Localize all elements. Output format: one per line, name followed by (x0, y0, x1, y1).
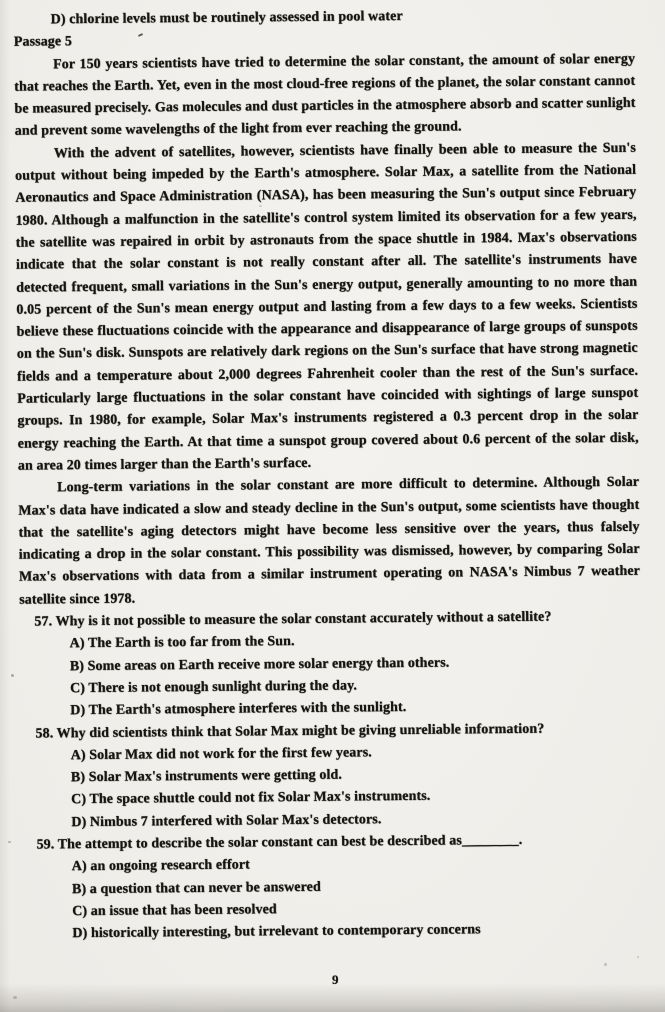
question-option: D) Nimbus 7 interfered with Solar Max's detectors. (71, 811, 382, 830)
passage-label: Passage 5 (13, 34, 72, 50)
passage-body (14, 48, 640, 611)
question-option: A) The Earth is too far from the Sun. (69, 634, 295, 652)
passage-paragraph-2: With the advent of satellites, however, scientists have finally been able to measure the Sun's output without being impeded by the Earth's atmosphere. Solar Max, a satellite from the National Aeronautics and Space Administration (NASA), has been measuring the Sun's output since February 1980. Although a malfunction in the satellite's control system limited its observation for a few years, the satellite was repaired in orbit by astronauts from the space shuttle in 1984. Max's observations indicate that the solar constant is not really constant after all. The satellite's instruments have detected frequent, small variations in the Sun's energy output, generally amounting to no more than 0.05 percent of the Sun's mean energy output and lasting from a few days to a few weeks. Scientists believe these fluctuations coincide with the appearance and disappearance of large groups of sunspots on the Sun's disk. Sunspots are relatively dark regions on the Sun's surface that have strong magnetic fields and a temperature about 2,000 degrees Fahrenheit cooler than the rest of the Sun's surface. Particularly large fluctuations in the solar constant have coincided with sightings of large sunspot groups. In 1980, for example, Solar Max's instruments registered a 0.3 percent drop in the solar energy reaching the Earth. At that time a sunspot group covered about 0.6 percent of the solar disk, an area 20 times larger than the Earth's surface. (15, 140, 639, 474)
question-option: B) a question that can never be answered (71, 879, 321, 897)
question-prompt: 59. The attempt to describe the solar constant can best be described as________. (36, 832, 523, 853)
leftover-option-d: D) chlorine levels must be routinely assessed in pool water (50, 8, 403, 28)
scan-speck (13, 996, 17, 999)
scan-speck (604, 963, 607, 966)
question-prompt: 58. Why did scientists think that Solar Max might be giving unreliable information? (35, 721, 545, 742)
question-option: C) There is not enough sunlight during the day. (69, 678, 358, 697)
question-option: C) The space shuttle could not fix Solar Max's instruments. (71, 789, 431, 808)
question-option: D) historically interesting, but irrelevant to contemporary concerns (72, 922, 481, 942)
scan-speck (11, 674, 14, 677)
page-content (14, 4, 644, 946)
question-prompt: 57. Why is it not possible to measure the solar constant accurately without a satellite? (34, 609, 552, 630)
passage-paragraph-3: Long-term variations in the solar constant are more difficult to determine. Although Solar Max's data have indicated a slow and steady decline in the Sun's output, some scientists have thought that the satellite's aging detectors might have become less sensitive over the years, thus falsely indicating a drop in the solar constant. This possibility was dismissed, however, by comparing Solar Max's observations with data from a similar instrument operating on NASA's Nimbus 7 weather satellite since 1978. (18, 474, 641, 608)
question-option: B) Solar Max's instruments were getting old. (70, 767, 343, 786)
question-block-57 (19, 606, 641, 723)
question-option: A) Solar Max did not work for the first few years. (70, 745, 372, 763)
question-option: A) an ongoing research effort (71, 857, 250, 875)
question-block-59 (21, 829, 643, 946)
scan-speck (637, 956, 639, 958)
passage-paragraph-1: For 150 years scientists have tried to determine the solar constant, the amount of solar energy that reaches the Earth. Yet, even in the most cloud-free regions of the planet, the solar constant cannot be measured precisely. Gas molecules and dust particles in the atmosphere absorb and scatter sunlight and prevent some wavelengths of the light from ever reaching the ground. (14, 51, 636, 140)
page-number: 9 (332, 972, 339, 987)
scan-speck (8, 841, 11, 843)
question-block-58 (20, 717, 642, 834)
question-option: C) an issue that has been resolved (72, 902, 277, 920)
questions-section (19, 606, 643, 946)
question-option: D) The Earth's atmosphere interferes with the sunlight. (70, 700, 407, 719)
question-option: B) Some areas on Earth receive more solar energy than others. (69, 655, 450, 674)
